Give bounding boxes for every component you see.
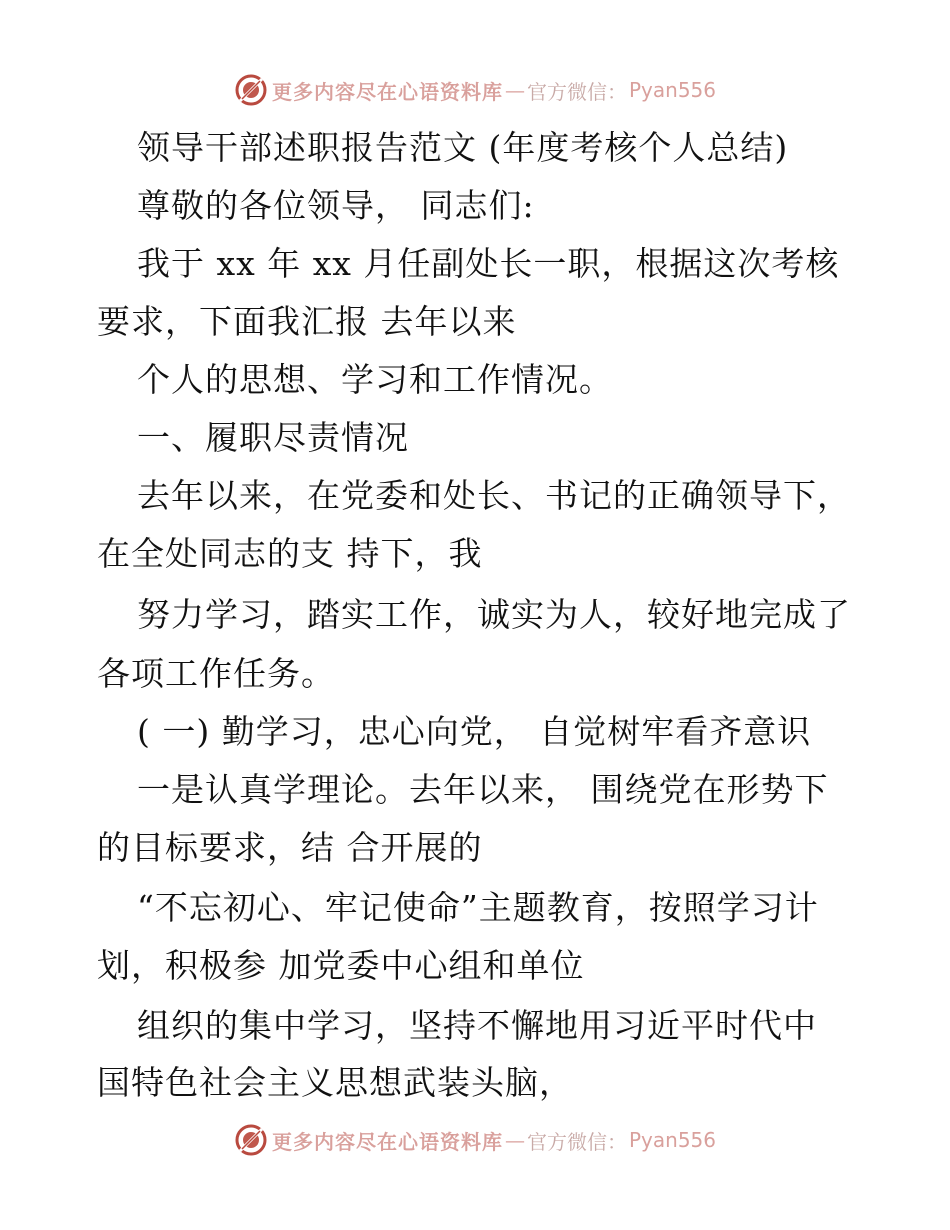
banner-text: 更多内容尽在心语资料库: [271, 1129, 503, 1154]
banner-official-label: 官方微信：: [526, 1129, 627, 1154]
banner-dash: —: [504, 78, 525, 102]
section-heading: 一、履职尽责情况: [137, 418, 409, 457]
footer-banner: [0, 1120, 950, 1160]
body-line: 各项工作任务。: [97, 654, 335, 693]
body-line: 划，积极参 加党委中心组和单位: [97, 946, 585, 985]
banner-official-label: 官方微信：: [526, 79, 627, 104]
logo-icon: [234, 73, 268, 107]
body-line: 在全处同志的支 持下，我: [97, 534, 483, 573]
logo-icon: [234, 1123, 268, 1157]
body-line: “不忘初心、牢记使命”主题教育，按照学习计: [137, 888, 819, 927]
body-line: 去年以来，在党委和处长、书记的正确领导下，: [137, 476, 851, 515]
body-line: 我于 xx 年 xx 月任副处长一职，根据这次考核: [137, 244, 840, 283]
banner-text: 更多内容尽在心语资料库: [271, 79, 503, 104]
banner-dash: —: [504, 1128, 525, 1152]
body-line: 国特色社会主义思想武装头脑，: [97, 1063, 573, 1102]
body-line: 个人的思想、学习和工作情况。: [137, 360, 613, 399]
banner-wechat-id: Pyan556: [628, 1128, 716, 1152]
subsection-heading: ( 一) 勤学习，忠心向党， 自觉树牢看齐意识: [137, 712, 812, 751]
salutation: 尊敬的各位领导， 同志们:: [137, 186, 535, 225]
banner-wechat-id: Pyan556: [628, 78, 716, 102]
body-line: 的目标要求，结 合开展的: [97, 828, 483, 867]
body-line: 努力学习，踏实工作，诚实为人，较好地完成了: [137, 595, 851, 634]
header-banner: [0, 70, 950, 110]
body-line: 组织的集中学习，坚持不懈地用习近平时代中: [137, 1006, 817, 1045]
body-line: 要求，下面我汇报 去年以来: [97, 302, 517, 341]
document-title: 领导干部述职报告范文 (年度考核个人总结): [137, 128, 789, 167]
body-line: 一是认真学理论。去年以来， 围绕党在形势下: [137, 770, 829, 809]
